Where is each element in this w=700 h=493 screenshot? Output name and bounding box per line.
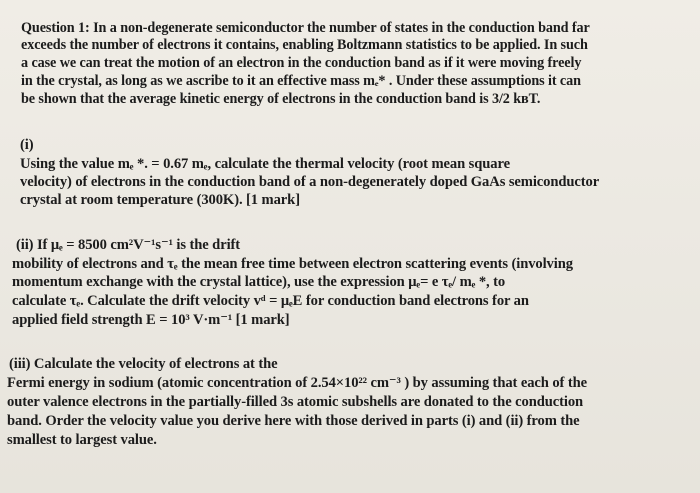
part-ii-line-5: applied field strength E = 10³ V·m⁻¹ [1 mark] xyxy=(12,312,290,328)
q1-line-5: be shown that the average kinetic energy of electrons in the conduction band is 3/2 kʙT. xyxy=(21,91,541,107)
part-i-label: (i) xyxy=(20,137,34,153)
part-ii-line-2: mobility of electrons and τₑ the mean free time between electron scattering events (involving xyxy=(12,256,573,272)
q1-line-1: Question 1: In a non-degenerate semiconductor the number of states in the conduction band far xyxy=(21,20,590,36)
part-ii-line-4: calculate τₑ. Calculate the drift velocity vᵈ = μₑE for conduction band electrons for an xyxy=(12,293,529,309)
part-ii-line-1: (ii) If μₑ = 8500 cm²V⁻¹s⁻¹ is the drift xyxy=(16,237,241,253)
part-iii-line-1: (iii) Calculate the velocity of electrons at the xyxy=(9,356,278,372)
part-i-line-2: velocity) of electrons in the conduction band of a non-degenerately doped GaAs semiconductor xyxy=(20,174,600,190)
part-i-line-3: crystal at room temperature (300K). [1 mark] xyxy=(20,192,300,208)
q1-line-2: exceeds the number of electrons it contains, enabling Boltzmann statistics to be applied. In such xyxy=(21,37,588,53)
part-iii-line-4: band. Order the velocity value you derive here with those derived in parts (i) and (ii) from the xyxy=(7,413,580,429)
part-iii-line-3: outer valence electrons in the partially-filled 3s atomic subshells are donated to the conduction xyxy=(7,394,584,410)
part-iii-line-5: smallest to largest value. xyxy=(7,432,157,448)
q1-line-4: in the crystal, as long as we ascribe to it an effective mass mₑ* . Under these assumptions it can xyxy=(21,73,581,89)
part-ii-line-3: momentum exchange with the crystal lattice), use the expression μₑ= e τₑ/ mₑ *, to xyxy=(12,274,506,290)
part-i-line-1: Using the value mₑ *. = 0.67 mₑ, calculate the thermal velocity (root mean square xyxy=(20,156,510,172)
part-iii-line-2: Fermi energy in sodium (atomic concentration of 2.54×10²² cm⁻³ ) by assuming that each of the xyxy=(7,375,588,391)
q1-line-3: a case we can treat the motion of an electron in the conduction band as if it were moving freely xyxy=(21,55,582,71)
